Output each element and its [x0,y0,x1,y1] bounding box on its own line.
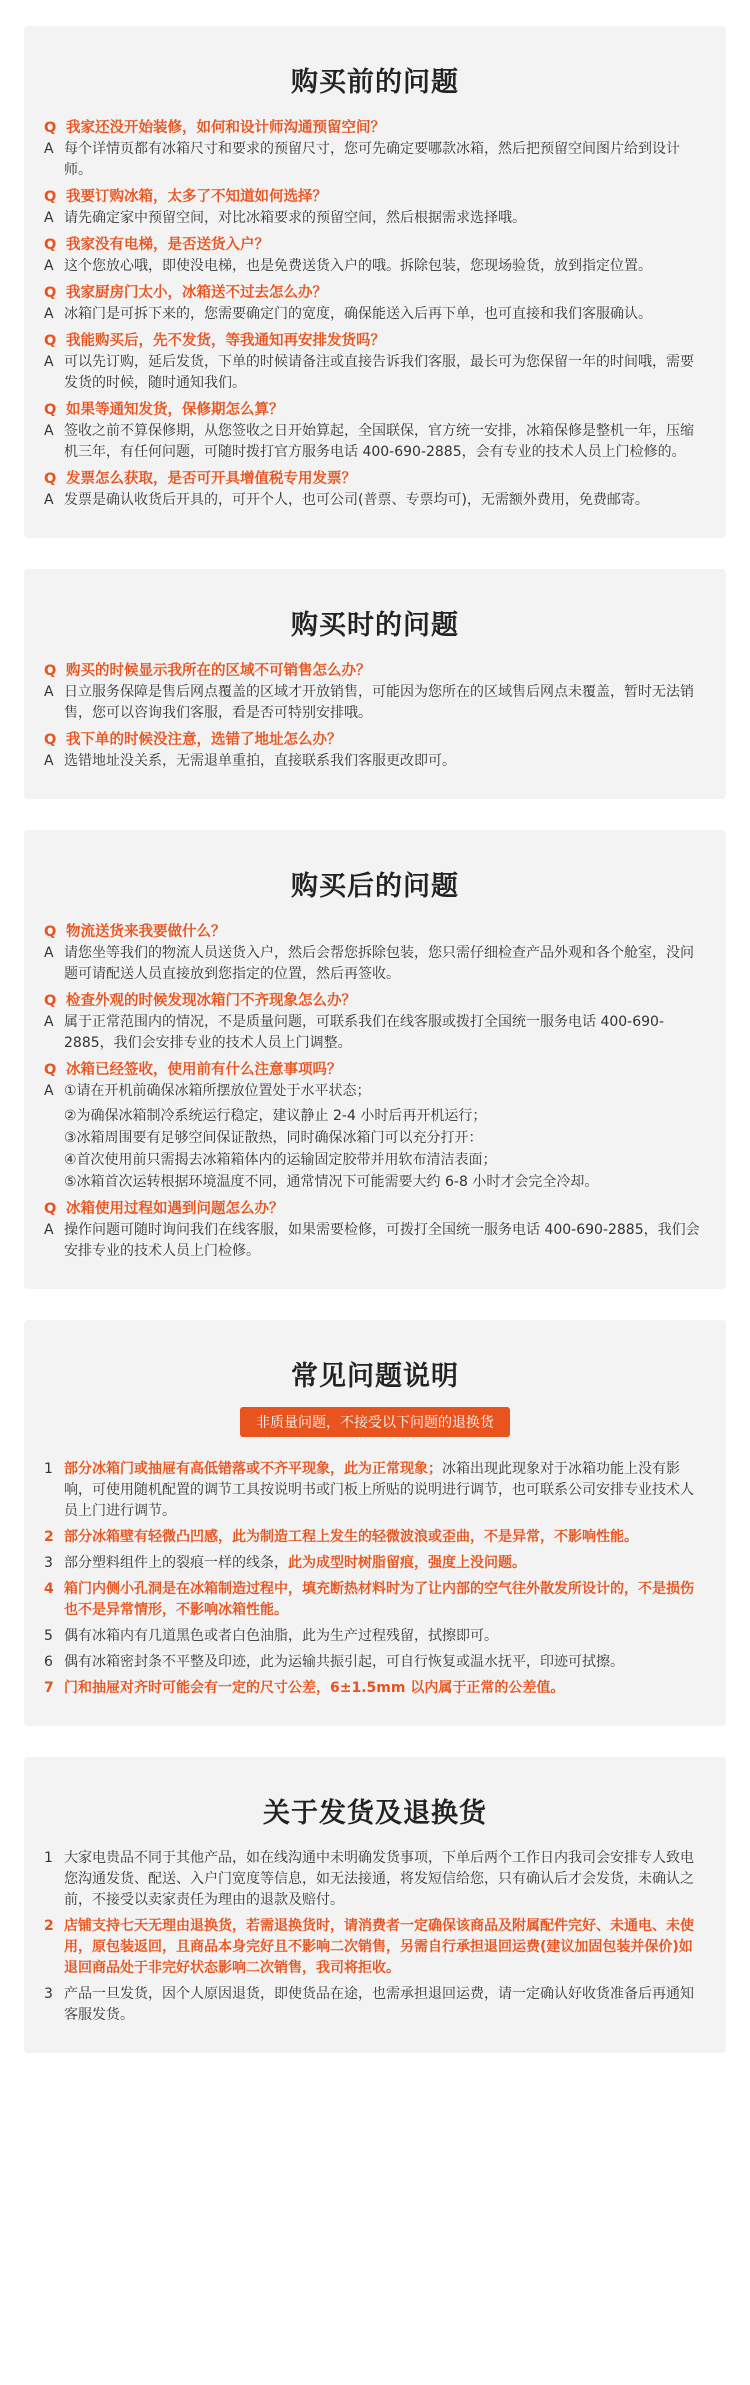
qa-item [44,660,706,724]
answer-marker: A [44,354,54,370]
qa-item [44,990,706,1054]
question [44,399,706,421]
answer-marker: A [44,423,54,439]
answer-marker: A [44,945,54,961]
answer [44,352,706,394]
section-faq [24,1320,726,1726]
qa-item [44,1198,706,1262]
note-text [64,1527,706,1548]
answer [44,751,706,772]
note-highlight-text: 此为成型时树脂留痕，强度上没问题。 [288,1555,526,1571]
note-highlight-text: 箱门内侧小孔洞是在冰箱制造过程中，填充断热材料时为了让内部的空气往外散发所设计的，不是损伤也不是异常情形，不影响冰箱性能。 [64,1581,694,1618]
question [44,117,706,139]
note-number: 2 [44,1529,54,1545]
qa-item [44,117,706,181]
qa-item [44,282,706,325]
answer [44,421,706,463]
note-item [44,1678,706,1699]
answer-text: 签收之前不算保修期，从您签收之日开始算起，全国联保，官方统一安排，冰箱保修是整机一年，压缩机三年，有任何问题，可随时拨打官方服务电话 400-690-2885，会有专业的技术人员上门检修的。 [64,423,694,460]
note-text [64,1553,706,1574]
note-item [44,1527,706,1548]
note-plain-text: 偶有冰箱密封条不平整及印迹，此为运输共振引起，可自行恢复或温水抚平，印迹可拭擦。 [64,1654,624,1670]
answer-marker: A [44,753,54,769]
answer-marker: A [44,258,54,274]
answer-text: 选错地址没关系，无需退单重拍，直接联系我们客服更改即可。 [64,753,456,769]
answer [44,208,706,229]
question-marker: Q [44,993,57,1009]
qa-item [44,468,706,511]
question-text: 我家没有电梯，是否送货入户？ [66,237,269,253]
note-text [64,1579,706,1621]
answer-text: 日立服务保障是售后网点覆盖的区域才开放销售，可能因为您所在的区域售后网点未覆盖，暂时无法销售，您可以咨询我们客服，看是否可特别安排哦。 [64,684,694,721]
question-marker: Q [44,120,57,136]
note-text [64,1848,706,1911]
question-text: 我下单的时候没注意，选错了地址怎么办？ [66,732,342,748]
question-marker: Q [44,924,57,940]
section-title: 常见问题说明 [291,1361,459,1392]
note-highlight-text: 店铺支持七天无理由退换货，若需退换货时，请消费者一定确保该商品及附属配件完好、未通电、未使用，原包装返回，且商品本身完好且不影响二次销售，另需自行承担退回运费(建议加固包装并保价)如退回商品处于非完好状态影响二次销售，我司将拒收。 [64,1918,694,1976]
section-before-purchase [24,26,726,538]
section-during-purchase [24,569,726,799]
answer-marker: A [44,141,54,157]
answer-text: 冰箱门是可拆下来的，您需要确定门的宽度，确保能送入后再下单，也可直接和我们客服确认。 [64,306,652,322]
answer [44,256,706,277]
question [44,282,706,304]
answer-text: 可以先订购，延后发货，下单的时候请备注或直接告诉我们客服，最长可为您保留一年的时间哦，需要发货的时候，随时通知我们。 [64,354,694,391]
section-title: 关于发货及退换货 [263,1798,487,1829]
note-text [64,1652,706,1673]
question-text: 我家厨房门太小，冰箱送不过去怎么办？ [66,285,327,301]
note-item [44,1984,706,2026]
qa-item [44,234,706,277]
question-marker: Q [44,732,57,748]
answer [44,943,706,985]
answer-marker: A [44,492,54,508]
note-plain-text: 偶有冰箱内有几道黑色或者白色油脂，此为生产过程残留，拭擦即可。 [64,1628,498,1644]
question-text: 检查外观的时候发现冰箱门不齐现象怎么办？ [66,993,356,1009]
answer [44,490,706,511]
note-number: 6 [44,1654,53,1670]
note-item [44,1553,706,1574]
note-number: 2 [44,1918,54,1934]
section-title: 购买前的问题 [291,67,459,98]
note-highlight-text: 部分冰箱门或抽屉有高低错落或不齐平现象，此为正常现象； [64,1461,442,1477]
question [44,234,706,256]
section-after-purchase [24,830,726,1289]
question-text: 冰箱使用过程如遇到问题怎么办？ [66,1201,284,1217]
answer-marker: A [44,1083,54,1099]
question [44,330,706,352]
answer-text: 请您坐等我们的物流人员送货入户，然后会帮您拆除包装，您只需仔细检查产品外观和各个舱室，没问题可请配送人员直接放到您指定的位置，然后再签收。 [64,945,694,982]
note-number: 3 [44,1986,53,2002]
question [44,921,706,943]
answer-marker: A [44,1222,54,1238]
answer-continued: ⑤冰箱首次运转根据环境温度不同，通常情况下可能需要大约 6-8 小时才会完全冷却。 [64,1174,599,1190]
note-rest-text: 冰箱出现此现象对于冰箱功能上没有影响，可使用随机配置的调节工具按说明书或门板上所贴的说明进行调节，也可联系公司安排专业技术人员上门进行调节。 [64,1461,694,1519]
note-text [64,1916,706,1979]
note-highlight-text: 部分冰箱壁有轻微凸凹感，此为制造工程上发生的轻微波浪或歪曲，不是异常，不影响性能。 [64,1529,638,1545]
answer-text: 这个您放心哦，即使没电梯，也是免费送货入户的哦。拆除包装，您现场验货，放到指定位置。 [64,258,652,274]
question-text: 我要订购冰箱，太多了不知道如何选择？ [66,189,327,205]
note-text [64,1678,706,1699]
answer [44,1081,706,1102]
qa-item [44,729,706,772]
qa-item [44,399,706,463]
question [44,660,706,682]
answer [44,1220,706,1262]
note-number: 1 [44,1850,53,1866]
answer-continued: ④首次使用前只需揭去冰箱箱体内的运输固定胶带并用软布清洁表面； [64,1152,497,1168]
section-title: 购买后的问题 [291,871,459,902]
question [44,990,706,1012]
qa-item [44,921,706,985]
answer-text: 请先确定家中预留空间，对比冰箱要求的预留空间，然后根据需求选择哦。 [64,210,526,226]
question-marker: Q [44,402,57,418]
answer-continued: ③冰箱周围要有足够空间保证散热，同时确保冰箱门可以充分打开： [64,1130,483,1146]
note-number: 3 [44,1555,53,1571]
qa-item [44,186,706,229]
note-number: 5 [44,1628,53,1644]
note-text [64,1626,706,1647]
question-marker: Q [44,333,57,349]
question-text: 我能购买后，先不发货，等我通知再安排发货吗？ [66,333,385,349]
note-plain-text: 产品一旦发货，因个人原因退货，即使货品在途，也需承担退回运费，请一定确认好收货准备后再通知客服发货。 [64,1986,694,2023]
question [44,729,706,751]
answer-marker: A [44,306,54,322]
note-item [44,1916,706,1979]
answer [44,1012,706,1054]
answer-marker: A [44,1014,54,1030]
answer-text: ①请在开机前确保冰箱所摆放位置处于水平状态； [64,1083,371,1099]
answer-marker: A [44,684,54,700]
question [44,1198,706,1220]
question-text: 发票怎么获取，是否可开具增值税专用发票？ [66,471,356,487]
question [44,468,706,490]
note-number: 7 [44,1680,54,1696]
note-item [44,1459,706,1522]
question-text: 如果等通知发货，保修期怎么算？ [66,402,284,418]
note-plain-text: 大家电贵品不同于其他产品，如在线沟通中未明确发货事项，下单后两个工作日内我司会安排专人致电您沟通发货、配送、入户门宽度等信息，如无法接通，将发短信给您，只有确认后才会发货，未确认之前，不接受以卖家责任为理由的退款及赔付。 [64,1850,694,1908]
question-text: 冰箱已经签收，使用前有什么注意事项吗？ [66,1062,342,1078]
answer [44,139,706,181]
note-item [44,1848,706,1911]
answer-text: 每个详情页都有冰箱尺寸和要求的预留尺寸，您可先确定要哪款冰箱，然后把预留空间图片给到设计师。 [64,141,680,178]
answer-text: 操作问题可随时询问我们在线客服，如果需要检修，可拨打全国统一服务电话 400-690-2885，我们会安排专业的技术人员上门检修。 [64,1222,700,1259]
faq-subtitle-badge: 非质量问题，不接受以下问题的退换货 [240,1407,510,1437]
note-item [44,1652,706,1673]
question-marker: Q [44,663,57,679]
answer [44,304,706,325]
note-highlight-text: 门和抽屉对齐时可能会有一定的尺寸公差，6±1.5mm 以内属于正常的公差值。 [64,1680,565,1696]
question [44,186,706,208]
note-text [64,1459,706,1522]
section-title: 购买时的问题 [291,610,459,641]
note-text [64,1984,706,2026]
note-plain-text: 部分塑料组件上的裂痕一样的线条， [64,1555,288,1571]
question-text: 我家还没开始装修，如何和设计师沟通预留空间？ [66,120,385,136]
note-number: 1 [44,1461,53,1477]
qa-item [44,330,706,394]
question-marker: Q [44,189,57,205]
answer [44,682,706,724]
question-marker: Q [44,1062,57,1078]
answer-text: 属于正常范围内的情况，不是质量问题，可联系我们在线客服或拨打全国统一服务电话 400-690-2885，我们会安排专业的技术人员上门调整。 [64,1014,664,1051]
note-number: 4 [44,1581,54,1597]
question-text: 物流送货来我要做什么？ [66,924,226,940]
question-marker: Q [44,1201,57,1217]
question-marker: Q [44,471,57,487]
qa-item [44,1059,706,1193]
question-marker: Q [44,237,57,253]
question-marker: Q [44,285,57,301]
question-text: 购买的时候显示我所在的区域不可销售怎么办？ [66,663,371,679]
answer-marker: A [44,210,54,226]
note-item [44,1626,706,1647]
section-shipping-returns [24,1757,726,2053]
answer-continued: ②为确保冰箱制冷系统运行稳定，建议静止 2-4 小时后再开机运行； [64,1108,487,1124]
answer-text: 发票是确认收货后开具的，可开个人，也可公司(普票、专票均可)，无需额外费用，免费邮寄。 [64,492,649,508]
question [44,1059,706,1081]
note-item [44,1579,706,1621]
